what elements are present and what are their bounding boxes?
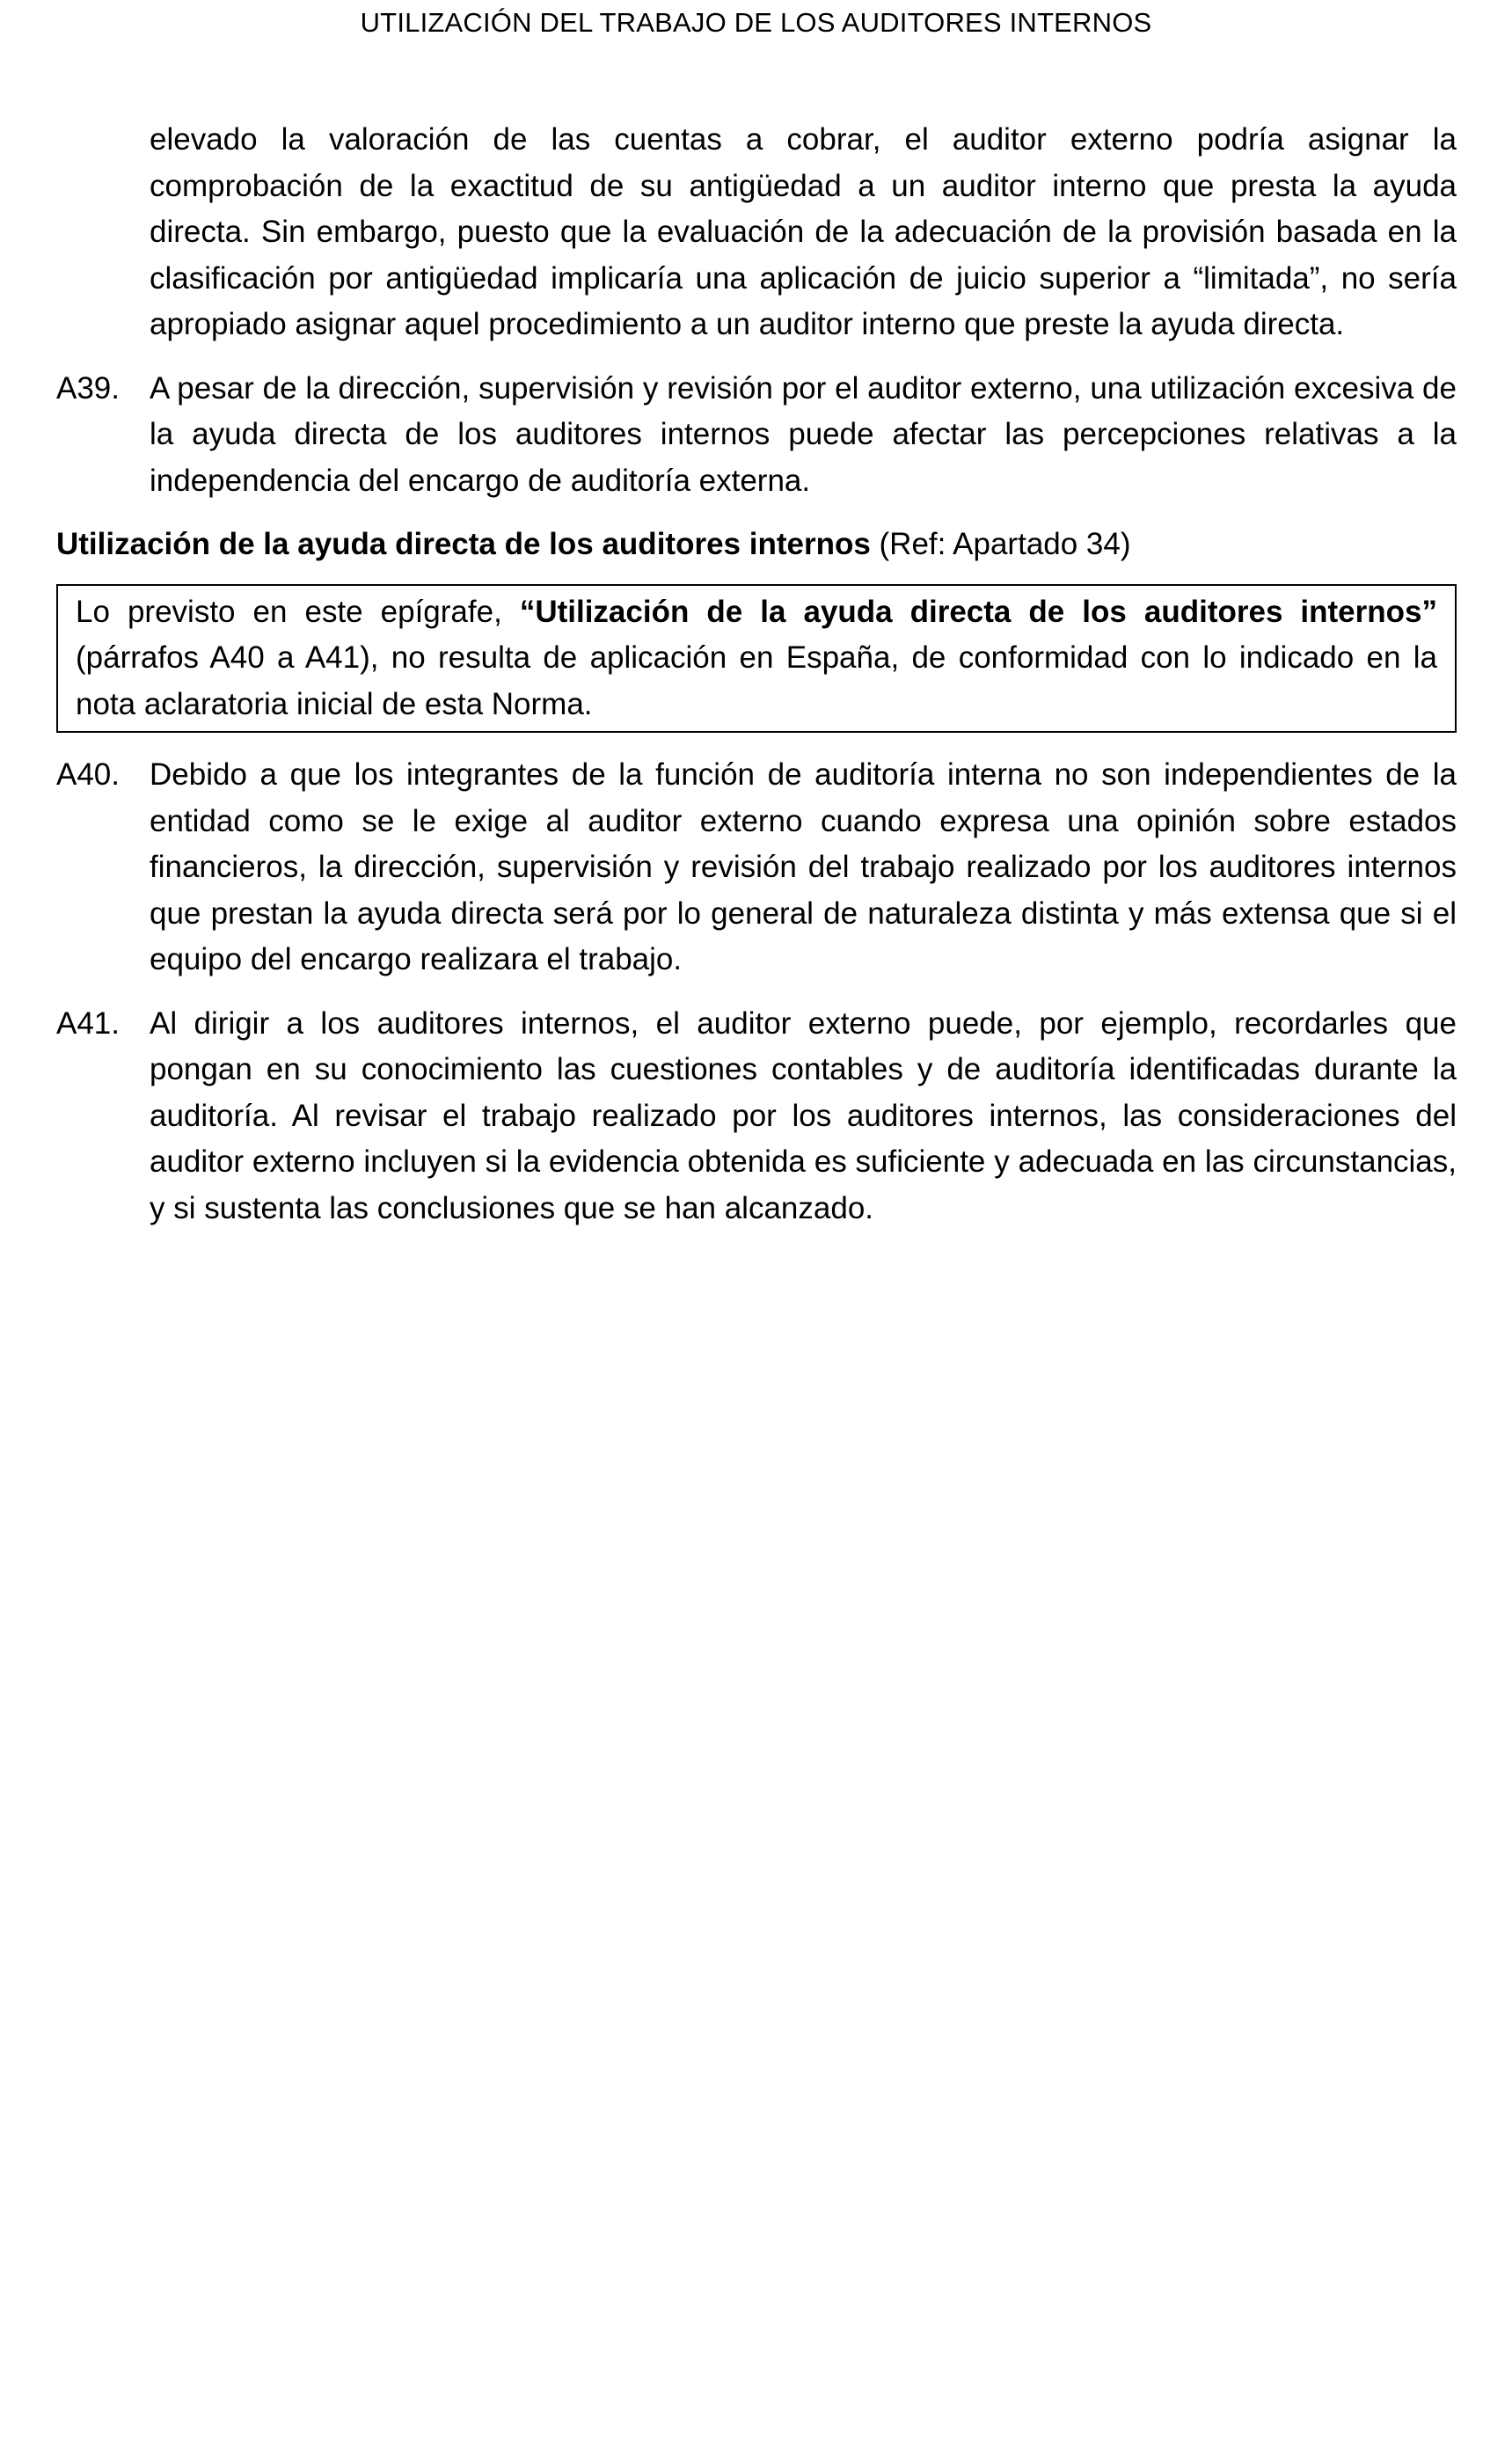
applicability-note-box [56, 584, 1457, 734]
paragraph-number: A39. [56, 370, 120, 406]
paragraph-text: Al dirigir a los auditores internos, el auditor externo puede, por ejemplo, recordarles que pongan en su conocimiento las cuestiones contables y de auditoría identificadas durante la auditoría. Al revisar el trabajo realizado por los auditores internos, las consideraciones del auditor externo incluyen si la evidencia obtenida es suficiente y adecuada en las circunstancias, y si sustenta las conclusiones que se han alcanzado. [150, 1005, 1457, 1225]
paragraph-number-blank [56, 117, 150, 348]
paragraph-number: A40. [56, 757, 120, 792]
paragraph-a40 [56, 752, 1457, 983]
note-text-before: Lo previsto en este epígrafe, [76, 594, 520, 629]
document-body [56, 117, 1457, 1249]
section-heading-title: Utilización de la ayuda directa de los auditores internos [56, 527, 871, 561]
note-text-after: (párrafos A40 a A41), no resulta de aplicación en España, de conformidad con lo indicado en la nota aclaratoria inicial de esta Norma. [76, 640, 1437, 721]
note-text-bold: “Utilización de la ayuda directa de los auditores internos” [519, 594, 1437, 629]
paragraph-a39 [56, 366, 1457, 505]
paragraph-continuation [56, 117, 1457, 348]
paragraph-a41 [56, 1001, 1457, 1232]
paragraph-number: A41. [56, 1005, 120, 1041]
paragraph-text: A pesar de la dirección, supervisión y revisión por el auditor externo, una utilización excesiva de la ayuda directa de los auditores internos puede afectar las percepciones relativas a la independencia del encargo de auditoría externa. [150, 370, 1457, 498]
running-header: UTILIZACIÓN DEL TRABAJO DE LOS AUDITORES INTERNOS [360, 7, 1152, 38]
paragraph-text: elevado la valoración de las cuentas a cobrar, el auditor externo podría asignar la comprobación de la exactitud de su antigüedad a un auditor interno que presta la ayuda directa. Sin embargo, puesto que la evaluación de la adecuación de la provisión basada en la clasificación por antigüedad implicaría una aplicación de juicio superior a “limitada”, no sería apropiado asignar aquel procedimiento a un auditor interno que preste la ayuda directa. [150, 122, 1457, 341]
section-heading-reference: (Ref: Apartado 34) [870, 527, 1131, 561]
paragraph-text: Debido a que los integrantes de la función de auditoría interna no son independientes de la entidad como se le exige al auditor externo cuando expresa una opinión sobre estados financieros, la dirección, supervisión y revisión del trabajo realizado por los auditores internos que prestan la ayuda directa será por lo general de naturaleza distinta y más extensa que si el equipo del encargo realizara el trabajo. [150, 757, 1457, 976]
section-heading [56, 522, 1457, 568]
